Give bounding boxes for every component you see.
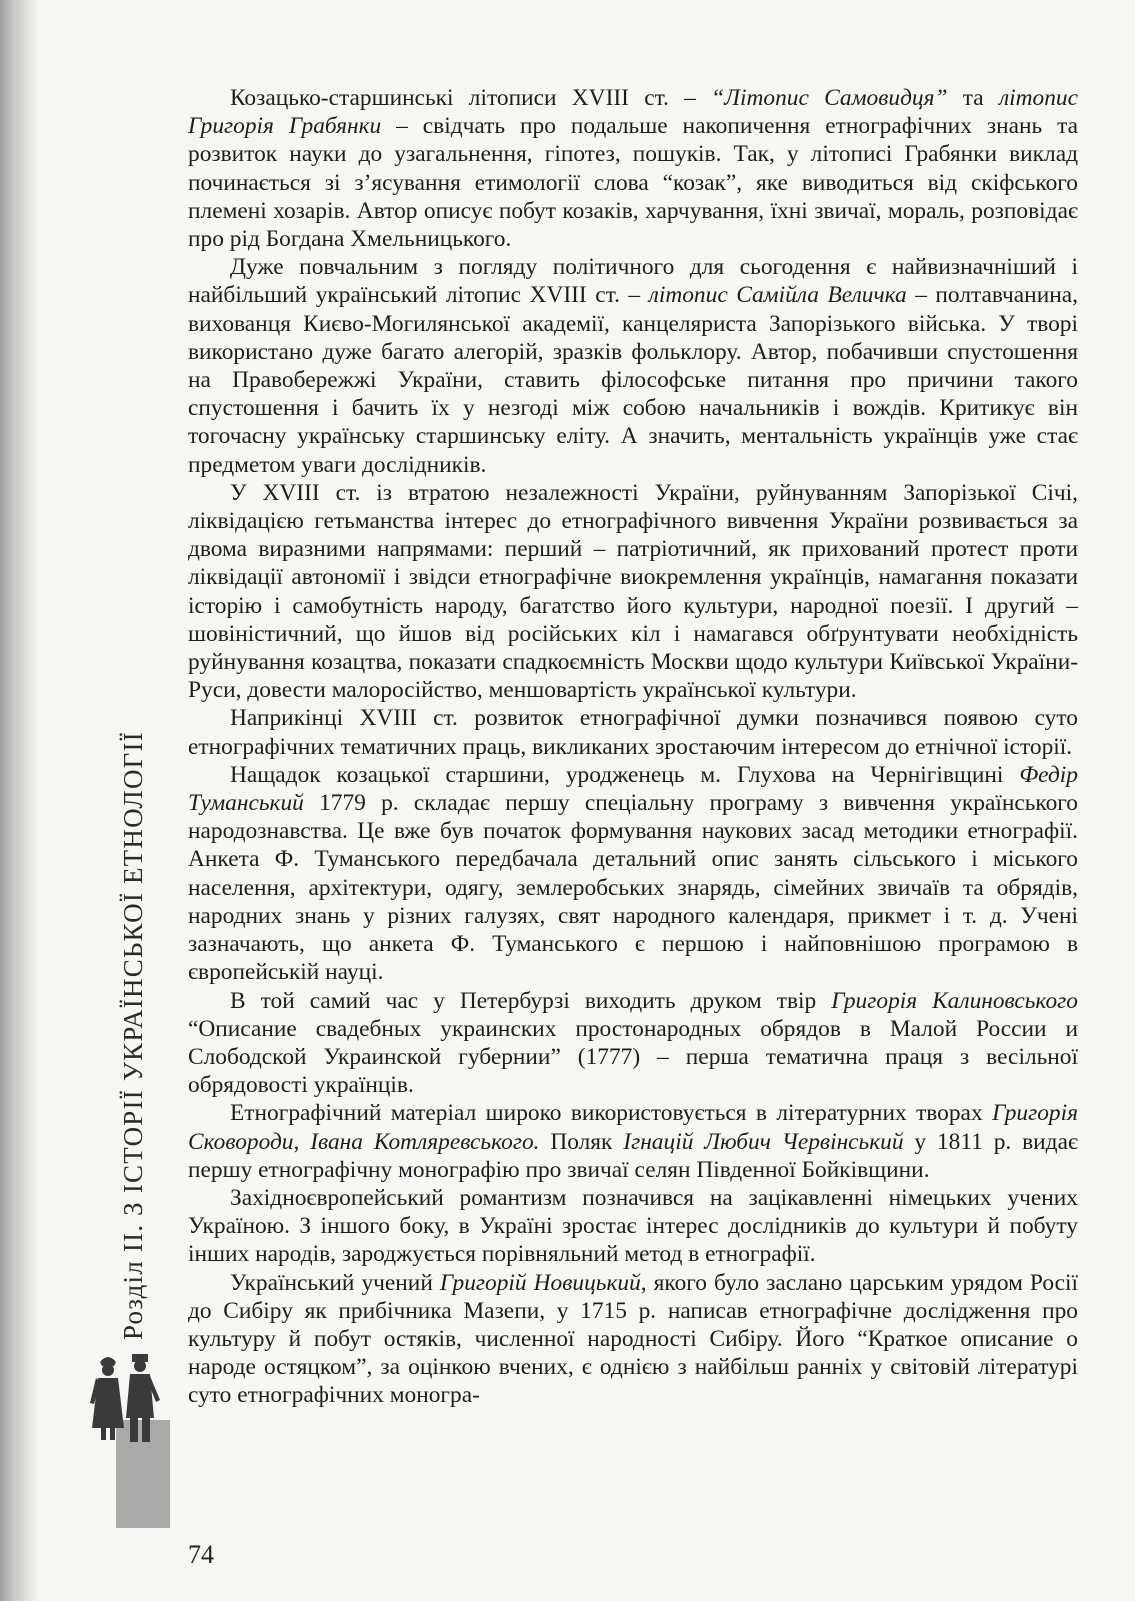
page-spine-shadow (0, 0, 40, 1601)
paragraph-8: Західноєвропейський романтизм позначився на зацікавленні німецьких учених Україною. З іншого боку, в Україні зростає інтерес дослідників до культури й побуту інших народів, зароджується порівняльний метод в етнографії. (188, 1184, 1078, 1268)
paragraph-6: В той самий час у Петербурзі виходить друком твір Григорія Калиновського “Описание свадебных украинских простонародных обрядов в Малой России и Слободской Украинской губернии” (1777) – перша тематична праця з весільної обрядовості українців. (188, 987, 1078, 1099)
paragraph-3: У XVIII ст. із втратою незалежності України, руйнуванням Запорізької Січі, ліквідацією гетьманства інтерес до етнографічного вивчення України розвивається за двома виразними напрямами: перший – патріотичний, як прихований протест проти ліквідації автономії і звідси етнографічне виокремлення українців, намагання показати історію і самобутність народу, багатство його культури, народної поезії. І другий – шовіністичний, що йшов від російських кіл і намагався обґрунтувати необхідність руйнування козацтва, показати спадкоємність Москви щодо культури Київської України-Руси, довести малоросійство, меншовартість української культури. (188, 479, 1078, 704)
cossack-couple-illustration (86, 1348, 166, 1448)
paragraph-1: Козацько-старшинські літописи XVIII ст. – “Літопис Самовидця” та літопис Григорія Грабянки – свідчать про подальше накопичення етнографічних знань та розвиток науки до узагальнення, гіпотез, пошуків. Так, у літописі Грабянки виклад починається зі з’ясування етимології слова “козак”, яке виводиться від скіфського племені хозарів. Автор описує побут козаків, харчування, їхні звичаї, мораль, розповідає про рід Богдана Хмельницького. (188, 85, 1078, 253)
page-number: 74 (188, 1540, 214, 1569)
document-body (188, 84, 1078, 1410)
paragraph-4: Наприкінці XVIII ст. розвиток етнографічної думки позначився появою суто етнографічних тематичних праць, викликаних зростаючим інтересом до етнічної історії. (188, 705, 1078, 760)
paragraph-5: Нащадок козацької старшини, уродженець м. Глухова на Чернігівщині Федір Туманський 1779 р. складає першу спеціальну програму з вивчення українського народознавства. Це вже був початок формування наукових засад методики етнографії. Анкета Ф. Туманського передбачала детальний опис занять сільського і міського населення, архітектури, одягу, землеробських знарядь, сімейних звичаїв та обрядів, народних знань у різних галузях, свят народного календаря, прикмет і т. д. Учені зазначають, що анкета Ф. Туманського є першою і найповнішою програмою в європейській науці. (188, 761, 1078, 986)
paragraph-2: Дуже повчальним з погляду політичного для сьогодення є найвизначніший і найбільший український літопис XVIII ст. – літопис Самійла Величка – полтавчанина, вихованця Києво-Могилянської академії, канцеляриста Запорізького війська. У творі використано дуже багато алегорій, зразків фольклору. Автор, побачивши спустошення на Правобережжі України, ставить філософське питання про причини такого спустошення і бачить їх у незгоді між собою начальників і вождів. Критикує він тогочасну українську старшинську еліту. А значить, ментальність українців уже стає предметом уваги дослідників. (188, 254, 1078, 478)
paragraph-7: Етнографічний матеріал широко використовується в літературних творах Григорія Сковороди, Івана Котляревського. Поляк Ігнацій Любич Червінський у 1811 р. видає першу етнографічну монографію про звичаї селян Південної Бойківщини. (188, 1100, 1078, 1183)
section-side-title: Розділ ІІ. З ІСТОРІЇ УКРАЇНСЬКОЇ ЕТНОЛОГІЇ (118, 731, 148, 1340)
paragraph-9: Український учений Григорій Новицький, якого було заслано царським урядом Росії до Сибіру як прибічника Мазепи, у 1715 р. написав етнографічне дослідження про культуру й побут остяків, численної народності Сибіру. Його “Краткое описание о народе остяцком”, за оцінкою вчених, є однією з найбільш ранніх у світовій літературі суто етнографічних моногра- (188, 1269, 1078, 1409)
